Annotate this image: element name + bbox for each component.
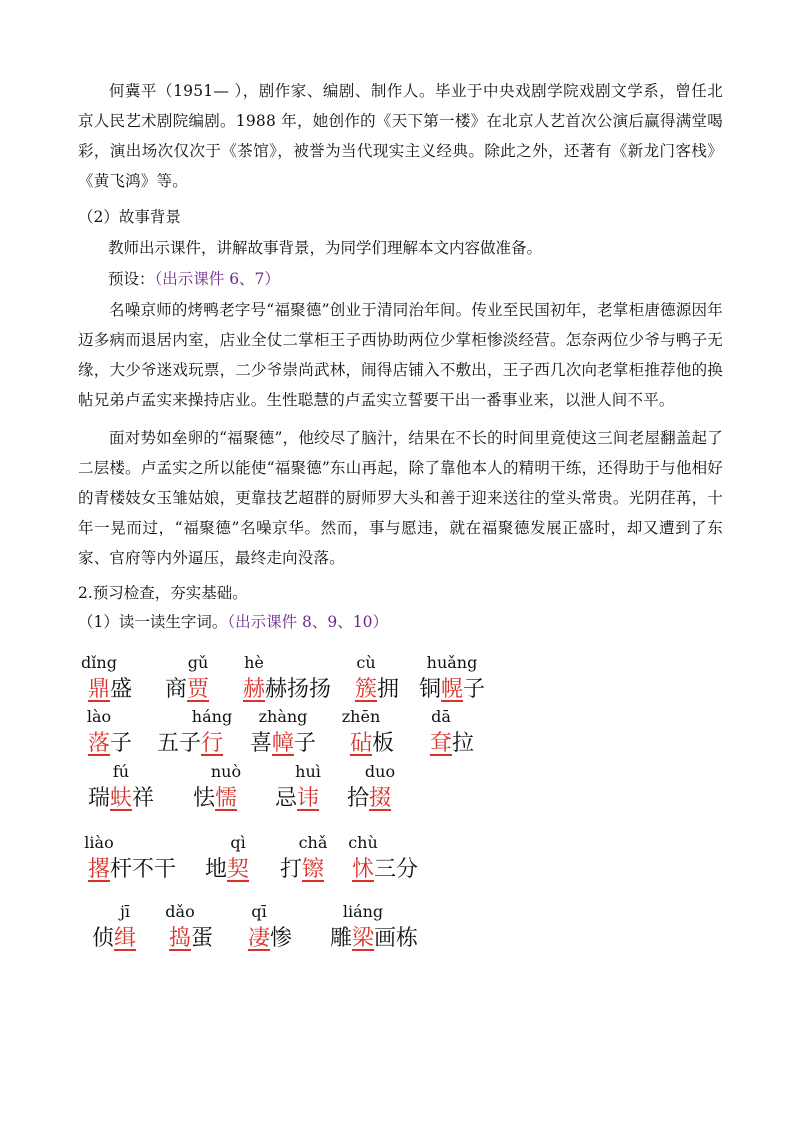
vocab-word-suffix: 画栋: [374, 926, 419, 951]
vocab-word-suffix: 惨: [270, 926, 293, 951]
vocab-pinyin: gǔ: [187, 653, 209, 672]
vocab-word: [352, 856, 418, 884]
vocab-target-char: 撂: [88, 857, 111, 882]
vocab-word-prefix: 商: [165, 677, 188, 702]
vocab-target-char: 蚨: [110, 786, 133, 811]
vocab-word: [355, 676, 399, 704]
vocab-word-prefix: 铜: [419, 677, 442, 702]
section-preview-check-title: 2.预习检查，夯实基础。: [78, 584, 248, 602]
vocab-pinyin: zhēn: [341, 707, 381, 726]
vocab-word: [430, 730, 474, 758]
vocab-word-suffix: 赫扬扬: [265, 677, 332, 702]
vocab-pinyin: liáng: [342, 902, 384, 921]
preset-line: [108, 264, 280, 294]
vocab-word-suffix: 子: [294, 731, 317, 756]
vocab-word-suffix: 板: [372, 731, 395, 756]
vocab-target-char: 赫: [243, 677, 266, 702]
vocab-word-suffix: 三分: [374, 857, 419, 882]
vocab-word: [419, 676, 485, 704]
vocab-target-char: 贾: [187, 677, 210, 702]
vocab-word-prefix: 拾: [347, 786, 370, 811]
vocab-pinyin: huì: [295, 762, 321, 781]
vocab-word: [169, 925, 213, 953]
read-words-label: （1）读一读生字词。: [78, 613, 228, 631]
vocab-pinyin: jī: [119, 902, 131, 921]
vocab-pinyin: chù: [348, 833, 378, 852]
vocab-word: [205, 856, 249, 884]
vocab-pinyin: nuò: [210, 762, 242, 781]
read-words-courseware-note: （出示课件 8、9、10）: [227, 613, 388, 631]
vocab-pinyin: lào: [86, 707, 112, 726]
vocab-pinyin: dǐng: [81, 653, 117, 672]
vocab-target-char: 砧: [350, 731, 373, 756]
vocab-word: [88, 676, 132, 704]
vocab-target-char: 耷: [430, 731, 453, 756]
vocab-pinyin: chǎ: [298, 833, 328, 852]
vocab-pinyin: qì: [230, 833, 246, 852]
vocab-word: [157, 730, 223, 758]
vocab-word-prefix: 忌: [275, 786, 298, 811]
vocab-word-prefix: 喜: [250, 731, 273, 756]
vocab-word-prefix: 怯: [193, 786, 216, 811]
vocab-target-char: 镲: [302, 857, 325, 882]
vocab-target-char: 凄: [248, 926, 271, 951]
vocab-word-suffix: 拥: [377, 677, 400, 702]
vocab-pinyin: huǎng: [426, 653, 478, 672]
vocab-target-char: 怵: [352, 857, 375, 882]
vocab-word-suffix: 拉: [452, 731, 475, 756]
vocab-word: [165, 676, 209, 704]
vocab-pinyin: dā: [431, 707, 451, 726]
vocab-pinyin: háng: [191, 707, 233, 726]
vocab-word: [350, 730, 394, 758]
vocab-word-suffix: 杆不干: [110, 857, 177, 882]
story-paragraph-2: 面对势如垒卵的“福聚德”，他绞尽了脑汁，结果在不长的时间里竟使这三间老屋翻盖起了二层楼。卢孟实之所以能使“福聚德”东山再起，除了靠他本人的精明干练，还得助于与他相好的青楼妓女玉雏姑娘，更靠技艺超群的厨师罗大头和善于迎来送往的堂头常贵。光阴荏苒，十年一晃而过，“福聚德”名噪京华。然而，事与愿违，就在福聚德发展正盛时，却又遭到了东家、官府等内外逼压，最终走向没落。: [78, 429, 723, 567]
vocab-word-suffix: 蛋: [191, 926, 214, 951]
story-paragraph-1: 名噪京师的烤鸭老字号“福聚德”创业于清同治年间。传业至民国初年，老掌柜唐德源因年迈多病而退居内室，店业全仗二掌柜王子西协助两位少掌柜惨淡经营。怎奈两位少爷与鸭子无缘，大少爷迷戏玩票，二少爷崇尚武林，闹得店铺入不敷出，王子西几次向老掌柜推荐他的换帖兄弟卢孟实来操持店业。生性聪慧的卢孟实立誓要干出一番事业来，以泄人间不平。: [78, 301, 723, 409]
vocab-target-char: 掇: [369, 786, 392, 811]
vocab-pinyin: dǎo: [165, 902, 195, 921]
vocab-target-char: 懦: [215, 786, 238, 811]
author-intro-paragraph: 何冀平（1951— ），剧作家、编剧、制作人。毕业于中央戏剧学院戏剧文学系，曾任北京人民艺术剧院编剧。1988 年，她创作的《天下第一楼》在北京人艺首次公演后赢得满堂喝彩，演出场次仅次于《茶馆》，被誉为当代现实主义经典。除此之外，还著有《新龙门客栈》《黄飞鸿》等。: [78, 82, 723, 190]
vocab-target-char: 梁: [352, 926, 375, 951]
vocab-word-prefix: 瑞: [88, 786, 111, 811]
vocab-word: [248, 925, 292, 953]
section-story-background-title: （2）故事背景: [78, 208, 181, 226]
preset-label: 预设：: [108, 270, 155, 288]
vocab-word: [280, 856, 324, 884]
vocab-pinyin: zhàng: [258, 707, 308, 726]
vocab-word-prefix: 侦: [92, 926, 115, 951]
vocab-target-char: 落: [88, 731, 111, 756]
vocab-word-prefix: 地: [205, 857, 228, 882]
vocab-word: [193, 785, 237, 813]
vocab-pinyin: fú: [112, 762, 130, 781]
vocab-pinyin: liào: [84, 833, 114, 852]
vocab-target-char: 捣: [169, 926, 192, 951]
vocab-word-suffix: 子: [463, 677, 486, 702]
vocab-word: [250, 730, 316, 758]
preset-courseware-note: （出示课件 6、7）: [154, 270, 280, 288]
read-words-line: [78, 607, 388, 637]
vocab-target-char: 讳: [297, 786, 320, 811]
vocab-word: [92, 925, 136, 953]
teacher-instruction: 教师出示课件，讲解故事背景，为同学们理解本文内容做准备。: [108, 239, 543, 257]
vocab-word: [243, 676, 331, 704]
vocab-target-char: 鼎: [88, 677, 111, 702]
vocab-pinyin: cù: [356, 653, 376, 672]
vocab-word: [347, 785, 391, 813]
vocab-word: [275, 785, 319, 813]
vocab-target-char: 缉: [114, 926, 137, 951]
vocab-word: [88, 856, 176, 884]
vocab-word-suffix: 子: [110, 731, 133, 756]
vocab-word-prefix: 雕: [330, 926, 353, 951]
vocab-word: [88, 785, 154, 813]
vocab-word-prefix: 打: [280, 857, 303, 882]
vocab-word-prefix: 五子: [157, 731, 202, 756]
vocab-word-suffix: 盛: [110, 677, 133, 702]
vocab-word: [88, 730, 132, 758]
vocab-word-suffix: 祥: [132, 786, 155, 811]
vocab-pinyin: hè: [244, 653, 264, 672]
vocab-target-char: 幌: [441, 677, 464, 702]
vocab-pinyin: qī: [251, 902, 267, 921]
vocab-target-char: 契: [227, 857, 250, 882]
vocab-word: [330, 925, 418, 953]
vocab-target-char: 行: [201, 731, 224, 756]
vocab-target-char: 簇: [355, 677, 378, 702]
vocab-target-char: 幛: [272, 731, 295, 756]
vocab-pinyin: duo: [364, 762, 396, 781]
